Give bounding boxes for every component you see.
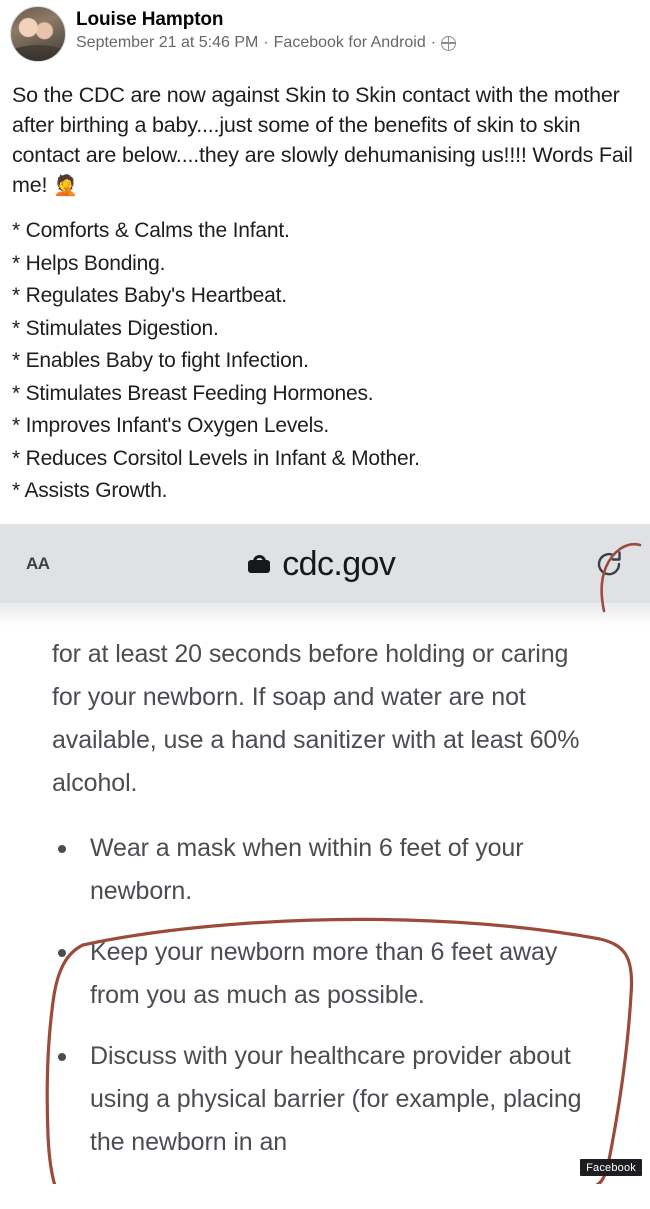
post-meta	[76, 6, 456, 53]
text-size-icon[interactable]	[26, 554, 50, 574]
list-item: * Stimulates Digestion.	[12, 316, 219, 340]
reload-icon[interactable]	[594, 549, 624, 579]
timestamp-separator-2: ·	[430, 34, 437, 51]
facebook-watermark: Facebook	[580, 1159, 642, 1176]
text-size-label: AA	[26, 553, 50, 573]
list-item: * Reduces Corsitol Levels in Infant & Mother.	[12, 446, 420, 470]
lock-icon	[248, 555, 270, 573]
list-item: Wear a mask when within 6 feet of your newborn.	[52, 827, 598, 913]
browser-address-bar	[0, 525, 650, 603]
cdc-page-content	[0, 627, 650, 1164]
post-source: Facebook for Android	[273, 34, 426, 51]
list-item: * Regulates Baby's Heartbeat.	[12, 284, 287, 307]
list-item: * Stimulates Breast Feeding Hormones.	[12, 381, 374, 405]
cdc-paragraph: for at least 20 seconds before holding or caring for your newborn. If soap and water are not available, use a hand sanitizer with at least 60% alcohol.	[52, 639, 580, 797]
post-timestamp[interactable]: September 21 at 5:46 PM	[76, 34, 259, 51]
avatar[interactable]	[10, 6, 66, 62]
attached-screenshot-image[interactable]	[0, 524, 650, 1184]
list-item: Keep your newborn more than 6 feet away from you as much as possible.	[52, 931, 598, 1017]
url-text: cdc.gov	[282, 544, 396, 583]
timestamp-separator: ·	[263, 34, 269, 51]
author-name[interactable]: Louise Hampton	[76, 9, 224, 30]
list-item: Discuss with your healthcare provider about using a physical barrier (for example, placing the newborn in an	[52, 1035, 598, 1164]
post-timestamp-row	[76, 33, 456, 53]
post-header	[0, 0, 650, 66]
benefits-list	[12, 215, 638, 516]
page-scroll-fade	[0, 603, 650, 627]
list-item: * Comforts & Calms the Infant.	[12, 219, 290, 242]
list-item: * Assists Growth.	[12, 479, 168, 502]
list-item: * Improves Infant's Oxygen Levels.	[12, 414, 330, 437]
globe-icon	[441, 36, 456, 51]
post-text	[12, 80, 638, 201]
cdc-bullet-list	[52, 827, 598, 1164]
url-display[interactable]	[50, 545, 594, 583]
post-body	[0, 66, 650, 516]
list-item: * Enables Baby to fight Infection.	[12, 349, 309, 372]
list-item: * Helps Bonding.	[12, 251, 166, 275]
post-text-content: So the CDC are now against Skin to Skin contact with the mother after birthing a baby....just some of the benefits of skin to skin contact are below....they are slowly dehumanising us!!!! Words Fail me!	[12, 83, 633, 197]
facepalm-emoji: 🤦	[53, 175, 78, 197]
